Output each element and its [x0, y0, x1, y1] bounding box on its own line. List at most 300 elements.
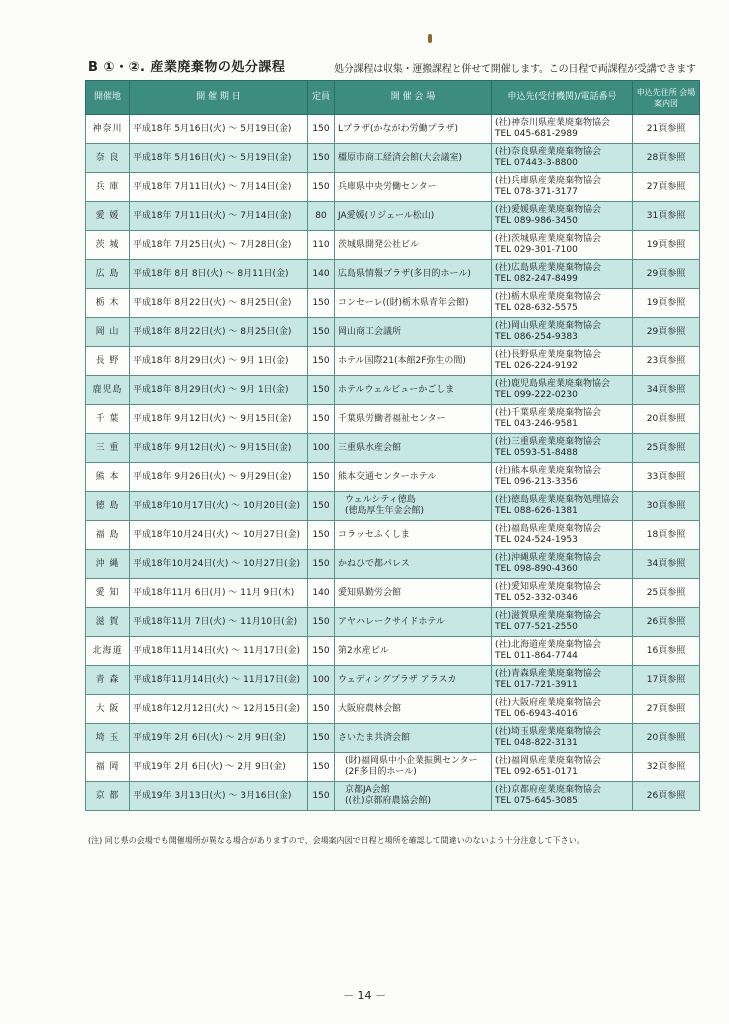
- prefecture-cell: [86, 289, 130, 318]
- venue-cell-text: (徳島厚生年金会館): [345, 506, 425, 516]
- page-ref-cell: [633, 637, 700, 666]
- date-cell: [130, 405, 308, 434]
- page-ref-cell: [633, 695, 700, 724]
- capacity-cell-text: 140: [312, 587, 330, 598]
- prefecture-cell-text: 長 野: [95, 355, 120, 366]
- page-ref-cell: [633, 434, 700, 463]
- table-row: [86, 637, 700, 666]
- venue-cell: [335, 579, 492, 608]
- capacity-cell: [308, 782, 335, 811]
- organization-cell: [492, 231, 633, 260]
- capacity-cell-text: 150: [312, 326, 330, 337]
- capacity-cell: [308, 724, 335, 753]
- capacity-cell-text: 150: [312, 558, 330, 569]
- page-ref-cell: [633, 782, 700, 811]
- capacity-cell-text: 150: [312, 152, 330, 163]
- venue-cell-text: ウェルシティ徳島: [345, 495, 416, 505]
- capacity-cell-text: 150: [312, 732, 330, 743]
- header-pref: 開催地: [86, 81, 130, 115]
- table-row: [86, 521, 700, 550]
- venue-cell-text: ホテルウェルビューかごしま: [338, 384, 455, 395]
- venue-cell-text: 三重県水産会館: [338, 442, 402, 453]
- date-cell: [130, 724, 308, 753]
- prefecture-cell: [86, 782, 130, 811]
- venue-cell: [335, 608, 492, 637]
- venue-cell: [335, 434, 492, 463]
- venue-cell: [335, 782, 492, 811]
- organization-cell-text: TEL 029-301-7100: [495, 245, 578, 255]
- prefecture-cell: [86, 376, 130, 405]
- prefecture-cell: [86, 318, 130, 347]
- prefecture-cell: [86, 260, 130, 289]
- page-ref-cell: [633, 289, 700, 318]
- organization-cell: [492, 434, 633, 463]
- page-ref-cell-text: 27頁参照: [646, 703, 686, 714]
- prefecture-cell-text: 兵 庫: [95, 181, 120, 192]
- capacity-cell: [308, 318, 335, 347]
- venue-cell: [335, 521, 492, 550]
- organization-cell: [492, 637, 633, 666]
- table-row: [86, 666, 700, 695]
- page-ref-cell: [633, 318, 700, 347]
- venue-cell-text: ((社)京都府農協会館): [345, 796, 432, 806]
- venue-cell-text: 広島県情報プラザ(多目的ホール): [338, 268, 471, 279]
- organization-cell-text: (社)岡山県産業廃棄物協会: [495, 321, 602, 331]
- prefecture-cell-text: 青 森: [95, 674, 120, 685]
- capacity-cell: [308, 463, 335, 492]
- date-cell-text: 平成18年10月24日(火) ～ 10月27日(金): [133, 558, 301, 569]
- page-ref-cell: [633, 521, 700, 550]
- page-ref-cell: [633, 376, 700, 405]
- venue-cell-text: 大阪府農林会館: [338, 703, 402, 714]
- capacity-cell: [308, 492, 335, 521]
- header-venue: 開 催 会 場: [335, 81, 492, 115]
- organization-cell: [492, 144, 633, 173]
- venue-cell: [335, 463, 492, 492]
- footnote: (注) 同じ県の会場でも開催場所が異なる場合がありますので、会場案内図で日程と場所を確認して間違いのないよう十分注意して下さい。: [88, 836, 585, 845]
- table-row: [86, 115, 700, 144]
- date-cell: [130, 318, 308, 347]
- organization-cell-text: TEL 0593-51-8488: [495, 448, 578, 458]
- page-ref-cell-text: 26頁参照: [646, 616, 686, 627]
- page-number: － 14 －: [343, 989, 386, 1002]
- prefecture-cell: [86, 608, 130, 637]
- capacity-cell: [308, 202, 335, 231]
- date-cell: [130, 608, 308, 637]
- table-row: [86, 144, 700, 173]
- venue-cell: [335, 347, 492, 376]
- organization-cell: [492, 115, 633, 144]
- table-row: [86, 405, 700, 434]
- organization-cell: [492, 724, 633, 753]
- prefecture-cell: [86, 521, 130, 550]
- date-cell: [130, 434, 308, 463]
- organization-cell: [492, 608, 633, 637]
- organization-cell-text: (社)大阪府産業廃棄物協会: [495, 698, 602, 708]
- prefecture-cell-text: 広 島: [95, 268, 120, 279]
- page-ref-cell-text: 25頁参照: [646, 587, 686, 598]
- venue-cell: [335, 492, 492, 521]
- date-cell-text: 平成18年 9月12日(火) ～ 9月15日(金): [133, 413, 292, 424]
- capacity-cell-text: 150: [312, 471, 330, 482]
- organization-cell-text: TEL 024-524-1953: [495, 535, 578, 545]
- prefecture-cell-text: 滋 賀: [95, 616, 120, 627]
- venue-cell-text: 兵庫県中央労働センター: [338, 181, 437, 192]
- venue-cell-text: かねひで都パレス: [338, 558, 410, 569]
- organization-cell-text: TEL 06-6943-4016: [495, 709, 578, 719]
- page-ref-cell-text: 26頁参照: [646, 790, 686, 801]
- organization-cell-text: (社)徳島県産業廃棄物処理協会: [495, 495, 620, 505]
- schedule-table: [85, 80, 700, 811]
- date-cell-text: 平成18年 8月29日(火) ～ 9月 1日(金): [133, 355, 289, 366]
- page-ref-cell: [633, 608, 700, 637]
- organization-cell-text: (社)福島県産業廃棄物協会: [495, 524, 602, 534]
- date-cell-text: 平成18年 9月12日(火) ～ 9月15日(金): [133, 442, 292, 453]
- organization-cell-text: (社)兵庫県産業廃棄物協会: [495, 176, 602, 186]
- page-ref-cell: [633, 405, 700, 434]
- page-ref-cell: [633, 202, 700, 231]
- prefecture-cell-text: 愛 媛: [95, 210, 120, 221]
- date-cell-text: 平成18年10月17日(火) ～ 10月20日(金): [133, 500, 301, 511]
- table-row: [86, 376, 700, 405]
- organization-cell: [492, 376, 633, 405]
- date-cell: [130, 579, 308, 608]
- page-ref-cell: [633, 753, 700, 782]
- organization-cell-text: (社)北海道産業廃棄物協会: [495, 640, 602, 650]
- organization-cell-text: TEL 07443-3-8800: [495, 158, 578, 168]
- section-heading: B ①・②. 産業廃棄物の処分課程: [88, 60, 286, 75]
- table-row: [86, 463, 700, 492]
- page-ref-cell: [633, 724, 700, 753]
- prefecture-cell-text: 三 重: [95, 442, 120, 453]
- page-ref-cell-text: 34頁参照: [646, 558, 686, 569]
- capacity-cell-text: 150: [312, 384, 330, 395]
- prefecture-cell-text: 埼 玉: [95, 732, 120, 743]
- organization-cell: [492, 550, 633, 579]
- venue-cell: [335, 231, 492, 260]
- organization-cell-text: TEL 028-632-5575: [495, 303, 578, 313]
- capacity-cell: [308, 521, 335, 550]
- capacity-cell: [308, 434, 335, 463]
- table-row: [86, 492, 700, 521]
- date-cell: [130, 695, 308, 724]
- organization-cell-text: TEL 052-332-0346: [495, 593, 578, 603]
- table-row: [86, 434, 700, 463]
- capacity-cell: [308, 231, 335, 260]
- page-ref-cell: [633, 492, 700, 521]
- table-header-row: [86, 81, 700, 115]
- page-ref-cell-text: 20頁参照: [646, 413, 686, 424]
- page-ref-cell-text: 17頁参照: [646, 674, 686, 685]
- date-cell-text: 平成18年 9月26日(火) ～ 9月29日(金): [133, 471, 292, 482]
- venue-cell-text: 京都JA会館: [345, 785, 390, 795]
- organization-cell-text: (社)埼玉県産業廃棄物協会: [495, 727, 602, 737]
- page-ref-cell-text: 21頁参照: [646, 123, 686, 134]
- date-cell: [130, 144, 308, 173]
- prefecture-cell-text: 大 阪: [95, 703, 120, 714]
- organization-cell-text: (社)奈良県産業廃棄物協会: [495, 147, 602, 157]
- date-cell-text: 平成18年12月12日(火) ～ 12月15日(金): [133, 703, 301, 714]
- date-cell: [130, 521, 308, 550]
- date-cell: [130, 666, 308, 695]
- organization-cell: [492, 260, 633, 289]
- organization-cell-text: (社)茨城県産業廃棄物協会: [495, 234, 602, 244]
- prefecture-cell-text: 京 都: [95, 790, 120, 801]
- prefecture-cell-text: 福 島: [95, 529, 120, 540]
- date-cell-text: 平成18年 8月 8日(火) ～ 8月11日(金): [133, 268, 289, 279]
- table-row: [86, 231, 700, 260]
- date-cell-text: 平成18年 7月25日(火) ～ 7月28日(金): [133, 239, 292, 250]
- organization-cell: [492, 695, 633, 724]
- prefecture-cell: [86, 724, 130, 753]
- date-cell-text: 平成18年 8月22日(火) ～ 8月25日(金): [133, 297, 292, 308]
- date-cell: [130, 463, 308, 492]
- organization-cell-text: (社)福岡県産業廃棄物協会: [495, 756, 602, 766]
- capacity-cell-text: 150: [312, 790, 330, 801]
- venue-cell: [335, 405, 492, 434]
- date-cell-text: 平成18年11月 7日(火) ～ 11月10日(金): [133, 616, 298, 627]
- prefecture-cell-text: 栃 木: [95, 297, 120, 308]
- date-cell-text: 平成18年 7月11日(火) ～ 7月14日(金): [133, 210, 292, 221]
- table-row: [86, 260, 700, 289]
- prefecture-cell-text: 鹿児島: [92, 384, 123, 395]
- date-cell-text: 平成18年11月14日(火) ～ 11月17日(金): [133, 674, 301, 685]
- page-ref-cell-text: 29頁参照: [646, 268, 686, 279]
- organization-cell: [492, 521, 633, 550]
- capacity-cell-text: 150: [312, 181, 330, 192]
- table-row: [86, 318, 700, 347]
- prefecture-cell: [86, 231, 130, 260]
- capacity-cell: [308, 115, 335, 144]
- capacity-cell-text: 150: [312, 761, 330, 772]
- table-body: [86, 115, 700, 811]
- prefecture-cell: [86, 492, 130, 521]
- capacity-cell-text: 150: [312, 123, 330, 134]
- capacity-cell: [308, 550, 335, 579]
- capacity-cell-text: 110: [312, 239, 330, 250]
- page-ref-cell-text: 27頁参照: [646, 181, 686, 192]
- venue-cell-text: (2F多目的ホール): [345, 767, 417, 777]
- prefecture-cell: [86, 463, 130, 492]
- page-ref-cell: [633, 173, 700, 202]
- prefecture-cell: [86, 579, 130, 608]
- date-cell-text: 平成18年 5月16日(火) ～ 5月19日(金): [133, 123, 292, 134]
- capacity-cell: [308, 579, 335, 608]
- table-row: [86, 782, 700, 811]
- organization-cell-text: TEL 048-822-3131: [495, 738, 578, 748]
- venue-cell: [335, 144, 492, 173]
- organization-cell-text: (社)栃木県産業廃棄物協会: [495, 292, 602, 302]
- organization-cell: [492, 753, 633, 782]
- capacity-cell-text: 150: [312, 645, 330, 656]
- page-ref-cell-text: 16頁参照: [646, 645, 686, 656]
- header-date: 開 催 期 日: [130, 81, 308, 115]
- page-ref-cell: [633, 115, 700, 144]
- venue-cell: [335, 202, 492, 231]
- organization-cell-text: TEL 096-213-3356: [495, 477, 578, 487]
- organization-cell: [492, 289, 633, 318]
- organization-cell: [492, 202, 633, 231]
- date-cell: [130, 202, 308, 231]
- prefecture-cell: [86, 434, 130, 463]
- organization-cell: [492, 318, 633, 347]
- prefecture-cell: [86, 144, 130, 173]
- capacity-cell-text: 150: [312, 413, 330, 424]
- prefecture-cell-text: 愛 知: [95, 587, 120, 598]
- section-subheading: 処分課程は収集・運搬課程と併せて開催します。この日程で両課程が受講できます: [334, 64, 696, 75]
- capacity-cell: [308, 637, 335, 666]
- prefecture-cell: [86, 637, 130, 666]
- organization-cell-text: (社)千葉県産業廃棄物協会: [495, 408, 602, 418]
- prefecture-cell-text: 沖 縄: [95, 558, 120, 569]
- venue-cell: [335, 115, 492, 144]
- date-cell: [130, 289, 308, 318]
- capacity-cell-text: 80: [315, 210, 327, 221]
- venue-cell-text: コンセーレ((財)栃木県青年会館): [338, 297, 469, 308]
- venue-cell: [335, 753, 492, 782]
- organization-cell: [492, 579, 633, 608]
- capacity-cell-text: 150: [312, 297, 330, 308]
- organization-cell-text: (社)広島県産業廃棄物協会: [495, 263, 602, 273]
- date-cell: [130, 376, 308, 405]
- header-organization: 申込先(受付機関)/電話番号: [492, 81, 633, 115]
- venue-cell-text: 岡山商工会議所: [338, 326, 402, 337]
- date-cell-text: 平成19年 2月 6日(火) ～ 2月 9日(金): [133, 732, 286, 743]
- page-ref-cell: [633, 463, 700, 492]
- organization-cell-text: TEL 089-986-3450: [495, 216, 578, 226]
- table-row: [86, 202, 700, 231]
- organization-cell-text: (社)神奈川県産業廃棄物協会: [495, 118, 611, 128]
- organization-cell-text: TEL 026-224-9192: [495, 361, 578, 371]
- venue-cell: [335, 173, 492, 202]
- page-ref-cell-text: 18頁参照: [646, 529, 686, 540]
- page-ref-cell: [633, 231, 700, 260]
- venue-cell: [335, 260, 492, 289]
- page-ref-cell-text: 23頁参照: [646, 355, 686, 366]
- table-row: [86, 724, 700, 753]
- date-cell-text: 平成18年 8月22日(火) ～ 8月25日(金): [133, 326, 292, 337]
- organization-cell-text: TEL 017-721-3911: [495, 680, 578, 690]
- date-cell: [130, 637, 308, 666]
- venue-cell-text: JA愛媛(リジェール松山): [338, 210, 435, 221]
- capacity-cell-text: 150: [312, 703, 330, 714]
- capacity-cell: [308, 144, 335, 173]
- organization-cell-text: (社)熊本県産業廃棄物協会: [495, 466, 602, 476]
- page-ref-cell: [633, 347, 700, 376]
- capacity-cell-text: 150: [312, 500, 330, 511]
- organization-cell: [492, 463, 633, 492]
- date-cell: [130, 753, 308, 782]
- prefecture-cell-text: 神奈川: [92, 123, 123, 134]
- organization-cell-text: TEL 078-371-3177: [495, 187, 578, 197]
- page-ref-cell: [633, 666, 700, 695]
- venue-cell: [335, 724, 492, 753]
- date-cell: [130, 115, 308, 144]
- capacity-cell: [308, 173, 335, 202]
- organization-cell-text: (社)長野県産業廃棄物協会: [495, 350, 602, 360]
- prefecture-cell-text: 千 葉: [95, 413, 120, 424]
- organization-cell-text: TEL 098-890-4360: [495, 564, 578, 574]
- capacity-cell: [308, 695, 335, 724]
- organization-cell: [492, 492, 633, 521]
- date-cell-text: 平成18年 7月11日(火) ～ 7月14日(金): [133, 181, 292, 192]
- date-cell-text: 平成19年 2月 6日(火) ～ 2月 9日(金): [133, 761, 286, 772]
- date-cell-text: 平成18年11月14日(火) ～ 11月17日(金): [133, 645, 301, 656]
- organization-cell-text: TEL 086-254-9383: [495, 332, 578, 342]
- header-page-ref: 申込先住所 会場案内図: [633, 81, 700, 115]
- capacity-cell: [308, 289, 335, 318]
- organization-cell-text: (社)青森県産業廃棄物協会: [495, 669, 602, 679]
- capacity-cell: [308, 376, 335, 405]
- venue-cell-text: 第2水産ビル: [338, 645, 389, 656]
- organization-cell-text: TEL 088-626-1381: [495, 506, 578, 516]
- capacity-cell: [308, 753, 335, 782]
- prefecture-cell: [86, 347, 130, 376]
- venue-cell-text: 茨城県開発公社ビル: [338, 239, 420, 250]
- table-row: [86, 753, 700, 782]
- organization-cell-text: (社)愛知県産業廃棄物協会: [495, 582, 602, 592]
- table-row: [86, 695, 700, 724]
- page-ref-cell-text: 33頁参照: [646, 471, 686, 482]
- header-capacity: 定員: [308, 81, 335, 115]
- date-cell: [130, 492, 308, 521]
- table-row: [86, 347, 700, 376]
- date-cell-text: 平成19年 3月13日(火) ～ 3月16日(金): [133, 790, 292, 801]
- venue-cell-text: さいたま共済会館: [338, 732, 411, 743]
- capacity-cell-text: 100: [312, 674, 330, 685]
- page-ref-cell: [633, 579, 700, 608]
- organization-cell-text: TEL 043-246-9581: [495, 419, 578, 429]
- date-cell: [130, 173, 308, 202]
- venue-cell: [335, 318, 492, 347]
- organization-cell-text: TEL 011-864-7744: [495, 651, 578, 661]
- venue-cell-text: 橿原市商工経済会館(大会議室): [338, 152, 463, 163]
- date-cell-text: 平成18年 5月16日(火) ～ 5月19日(金): [133, 152, 292, 163]
- page-ref-cell-text: 30頁参照: [646, 500, 686, 511]
- date-cell: [130, 347, 308, 376]
- venue-cell: [335, 666, 492, 695]
- capacity-cell-text: 140: [312, 268, 330, 279]
- date-cell: [130, 782, 308, 811]
- page-ref-cell-text: 25頁参照: [646, 442, 686, 453]
- venue-cell-text: ウェディングプラザ アラスカ: [338, 674, 457, 685]
- page-ref-cell: [633, 550, 700, 579]
- prefecture-cell-text: 茨 城: [95, 239, 120, 250]
- organization-cell-text: TEL 082-247-8499: [495, 274, 578, 284]
- organization-cell: [492, 666, 633, 695]
- organization-cell: [492, 405, 633, 434]
- date-cell-text: 平成18年11月 6日(月) ～ 11月 9日(木): [133, 587, 295, 598]
- organization-cell: [492, 782, 633, 811]
- table-row: [86, 173, 700, 202]
- organization-cell-text: TEL 099-222-0230: [495, 390, 578, 400]
- page-ref-cell-text: 28頁参照: [646, 152, 686, 163]
- capacity-cell: [308, 347, 335, 376]
- organization-cell: [492, 173, 633, 202]
- date-cell: [130, 231, 308, 260]
- venue-cell: [335, 637, 492, 666]
- venue-cell-text: アヤハレークサイドホテル: [338, 616, 445, 627]
- prefecture-cell-text: 奈 良: [95, 152, 120, 163]
- prefecture-cell: [86, 753, 130, 782]
- capacity-cell-text: 100: [312, 442, 330, 453]
- venue-cell-text: コラッセふくしま: [338, 529, 410, 540]
- organization-cell-text: (社)鹿児島県産業廃棄物協会: [495, 379, 611, 389]
- capacity-cell-text: 150: [312, 355, 330, 366]
- prefecture-cell: [86, 695, 130, 724]
- prefecture-cell: [86, 550, 130, 579]
- prefecture-cell: [86, 173, 130, 202]
